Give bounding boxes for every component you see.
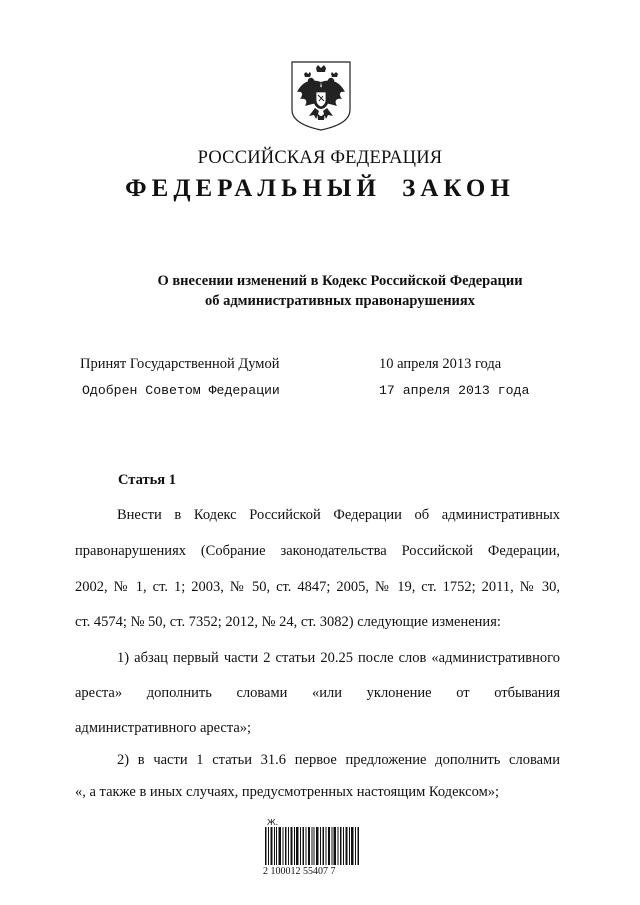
article-intro-line-1: Внести в Кодекс Российской Федерации об административных [117, 507, 560, 523]
document-type: ФЕДЕРАЛЬНЫЙ ЗАКОН [125, 175, 515, 202]
article-intro-line-3: 2002, № 1, ст. 1; 2003, № 50, ст. 4847; 2005, № 19, ст. 1752; 2011, № 30, [75, 579, 560, 595]
barcode-bars [265, 827, 359, 865]
article-heading: Статья 1 [118, 472, 176, 488]
coat-of-arms-emblem [288, 58, 354, 132]
article-intro-line-4: ст. 4574; № 50, ст. 7352; 2012, № 24, ст. 3082) следующие изменения: [75, 614, 501, 630]
item-1-line-1: 1) абзац первый части 2 статьи 20.25 после слов «административного [117, 650, 560, 666]
law-title-line-1: О внесении изменений в Кодекс Российской Федерации [157, 273, 523, 289]
duma-adoption-date: 10 апреля 2013 года [379, 356, 502, 372]
item-2-line-2: «, а также в иных случаях, предусмотренных настоящим Кодексом»; [75, 784, 500, 800]
barcode-number: 2 100012 55407 7 [263, 866, 336, 877]
law-title-line-2: об административных правонарушениях [204, 293, 476, 309]
country-name: РОССИЙСКАЯ ФЕДЕРАЦИЯ [197, 148, 443, 168]
council-approval-date: 17 апреля 2013 года [379, 383, 530, 398]
item-1-line-3: административного ареста»; [75, 720, 252, 736]
item-2-line-1: 2) в части 1 статьи 31.6 первое предложение дополнить словами [117, 752, 560, 768]
council-approval-label: Одобрен Советом Федерации [82, 383, 280, 398]
barcode-mark: Ж. [267, 818, 279, 827]
article-intro-line-2: правонарушениях (Собрание законодательства Российской Федерации, [75, 543, 560, 559]
duma-adoption-label: Принят Государственной Думой [80, 356, 280, 372]
item-1-line-2: ареста» дополнить словами «или уклонение от отбывания [75, 685, 560, 701]
law-title [60, 271, 620, 311]
barcode [255, 818, 365, 878]
